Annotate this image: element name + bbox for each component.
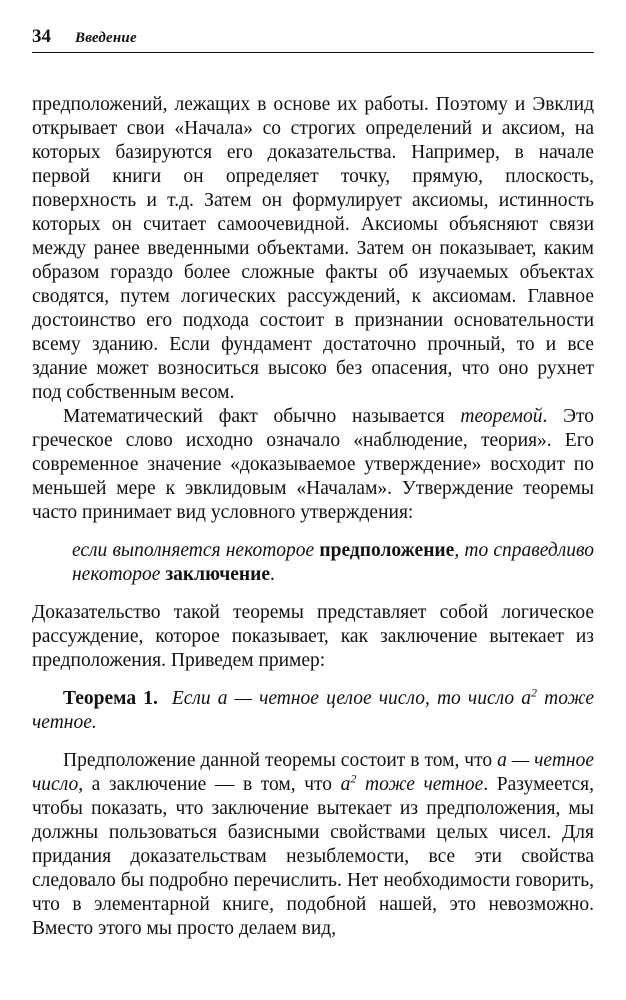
conditional-statement [32,539,594,587]
paragraph-4-part-1: Предположение данной теоремы состоит в том, что [63,750,498,771]
theorem-label: Теорема 1. [63,688,158,709]
theorem-text-2: тоже четное. [32,688,594,733]
paragraph-4-italic-1: a — четное число [32,750,594,795]
theorem-term: теоремой [460,406,543,427]
paragraph-3: Доказательство такой теоремы представляет собой логическое рассуждение, которое показывает, как заключение вытекает из предположения. Приведем пример: [32,602,594,671]
body-text [32,93,594,941]
display-part-2: , то справедливо некоторое [72,540,594,585]
theorem-exponent: 2 [530,685,537,700]
theorem-1 [32,687,594,735]
paragraph-4-exponent: 2 [350,771,357,786]
page [32,26,594,941]
page-number: 34 [32,26,51,47]
paragraph-2-start: Математический факт обычно называется [63,406,461,427]
display-end: . [270,564,275,585]
theorem-text-1: Если a — четное целое число, то число a [171,688,531,709]
section-title: Введение [75,30,137,46]
paragraph-4-part-2: , а заключение — в том, что [78,774,341,795]
paragraph-2-end: . Это греческое слово исходно означало «наблюдение, теория». Его современное значение «доказываемое утверждение» восходит по меньшей мере к эвклидовым «Началам». Утверждение теоремы часто принимает вид условного утверждения: [32,406,595,523]
paragraph-2 [32,405,594,525]
display-conclusion: заключение [165,564,271,585]
display-part-1: если выполняется некоторое [72,540,320,561]
display-hypothesis: предположение [319,540,455,561]
paragraph-4 [32,749,594,941]
paragraph-1: предположений, лежащих в основе их работы. Поэтому и Эвклид открывает свои «Начала» со строгих определений и аксиом, на которых базируются его доказательства. Например, в начале первой книги он определяет точку, прямую, плоскость, поверхность и т.д. Затем он формулирует аксиомы, истинность которых он считает самоочевидной. Аксиомы объясняют связи между ранее введенными объектами. Затем он показывает, каким образом гораздо более сложные факты об изучаемых объектах сводятся, путем логических рассуждений, к аксиомам. Главное достоинство его подхода состоит в признании основательности всему зданию. Если фундамент достаточно прочный, то и все здание может возноситься высоко без опасения, что оно рухнет под собственным весом. [32,94,594,403]
running-head [32,26,594,53]
paragraph-4-italic-2: a [340,774,351,795]
paragraph-4-italic-3: тоже четное [356,774,484,795]
paragraph-4-part-3: . Разумеется, чтобы показать, что заключение вытекает из предположения, мы должны пользоваться базисными свойствами целых чисел. Для придания доказательствам незыблемости, все эти свойства следовало бы подробно перечислить. Нет необходимости говорить, что в элементарной книге, подобной нашей, это невозможно. Вместо этого мы просто делаем вид, [32,774,595,939]
